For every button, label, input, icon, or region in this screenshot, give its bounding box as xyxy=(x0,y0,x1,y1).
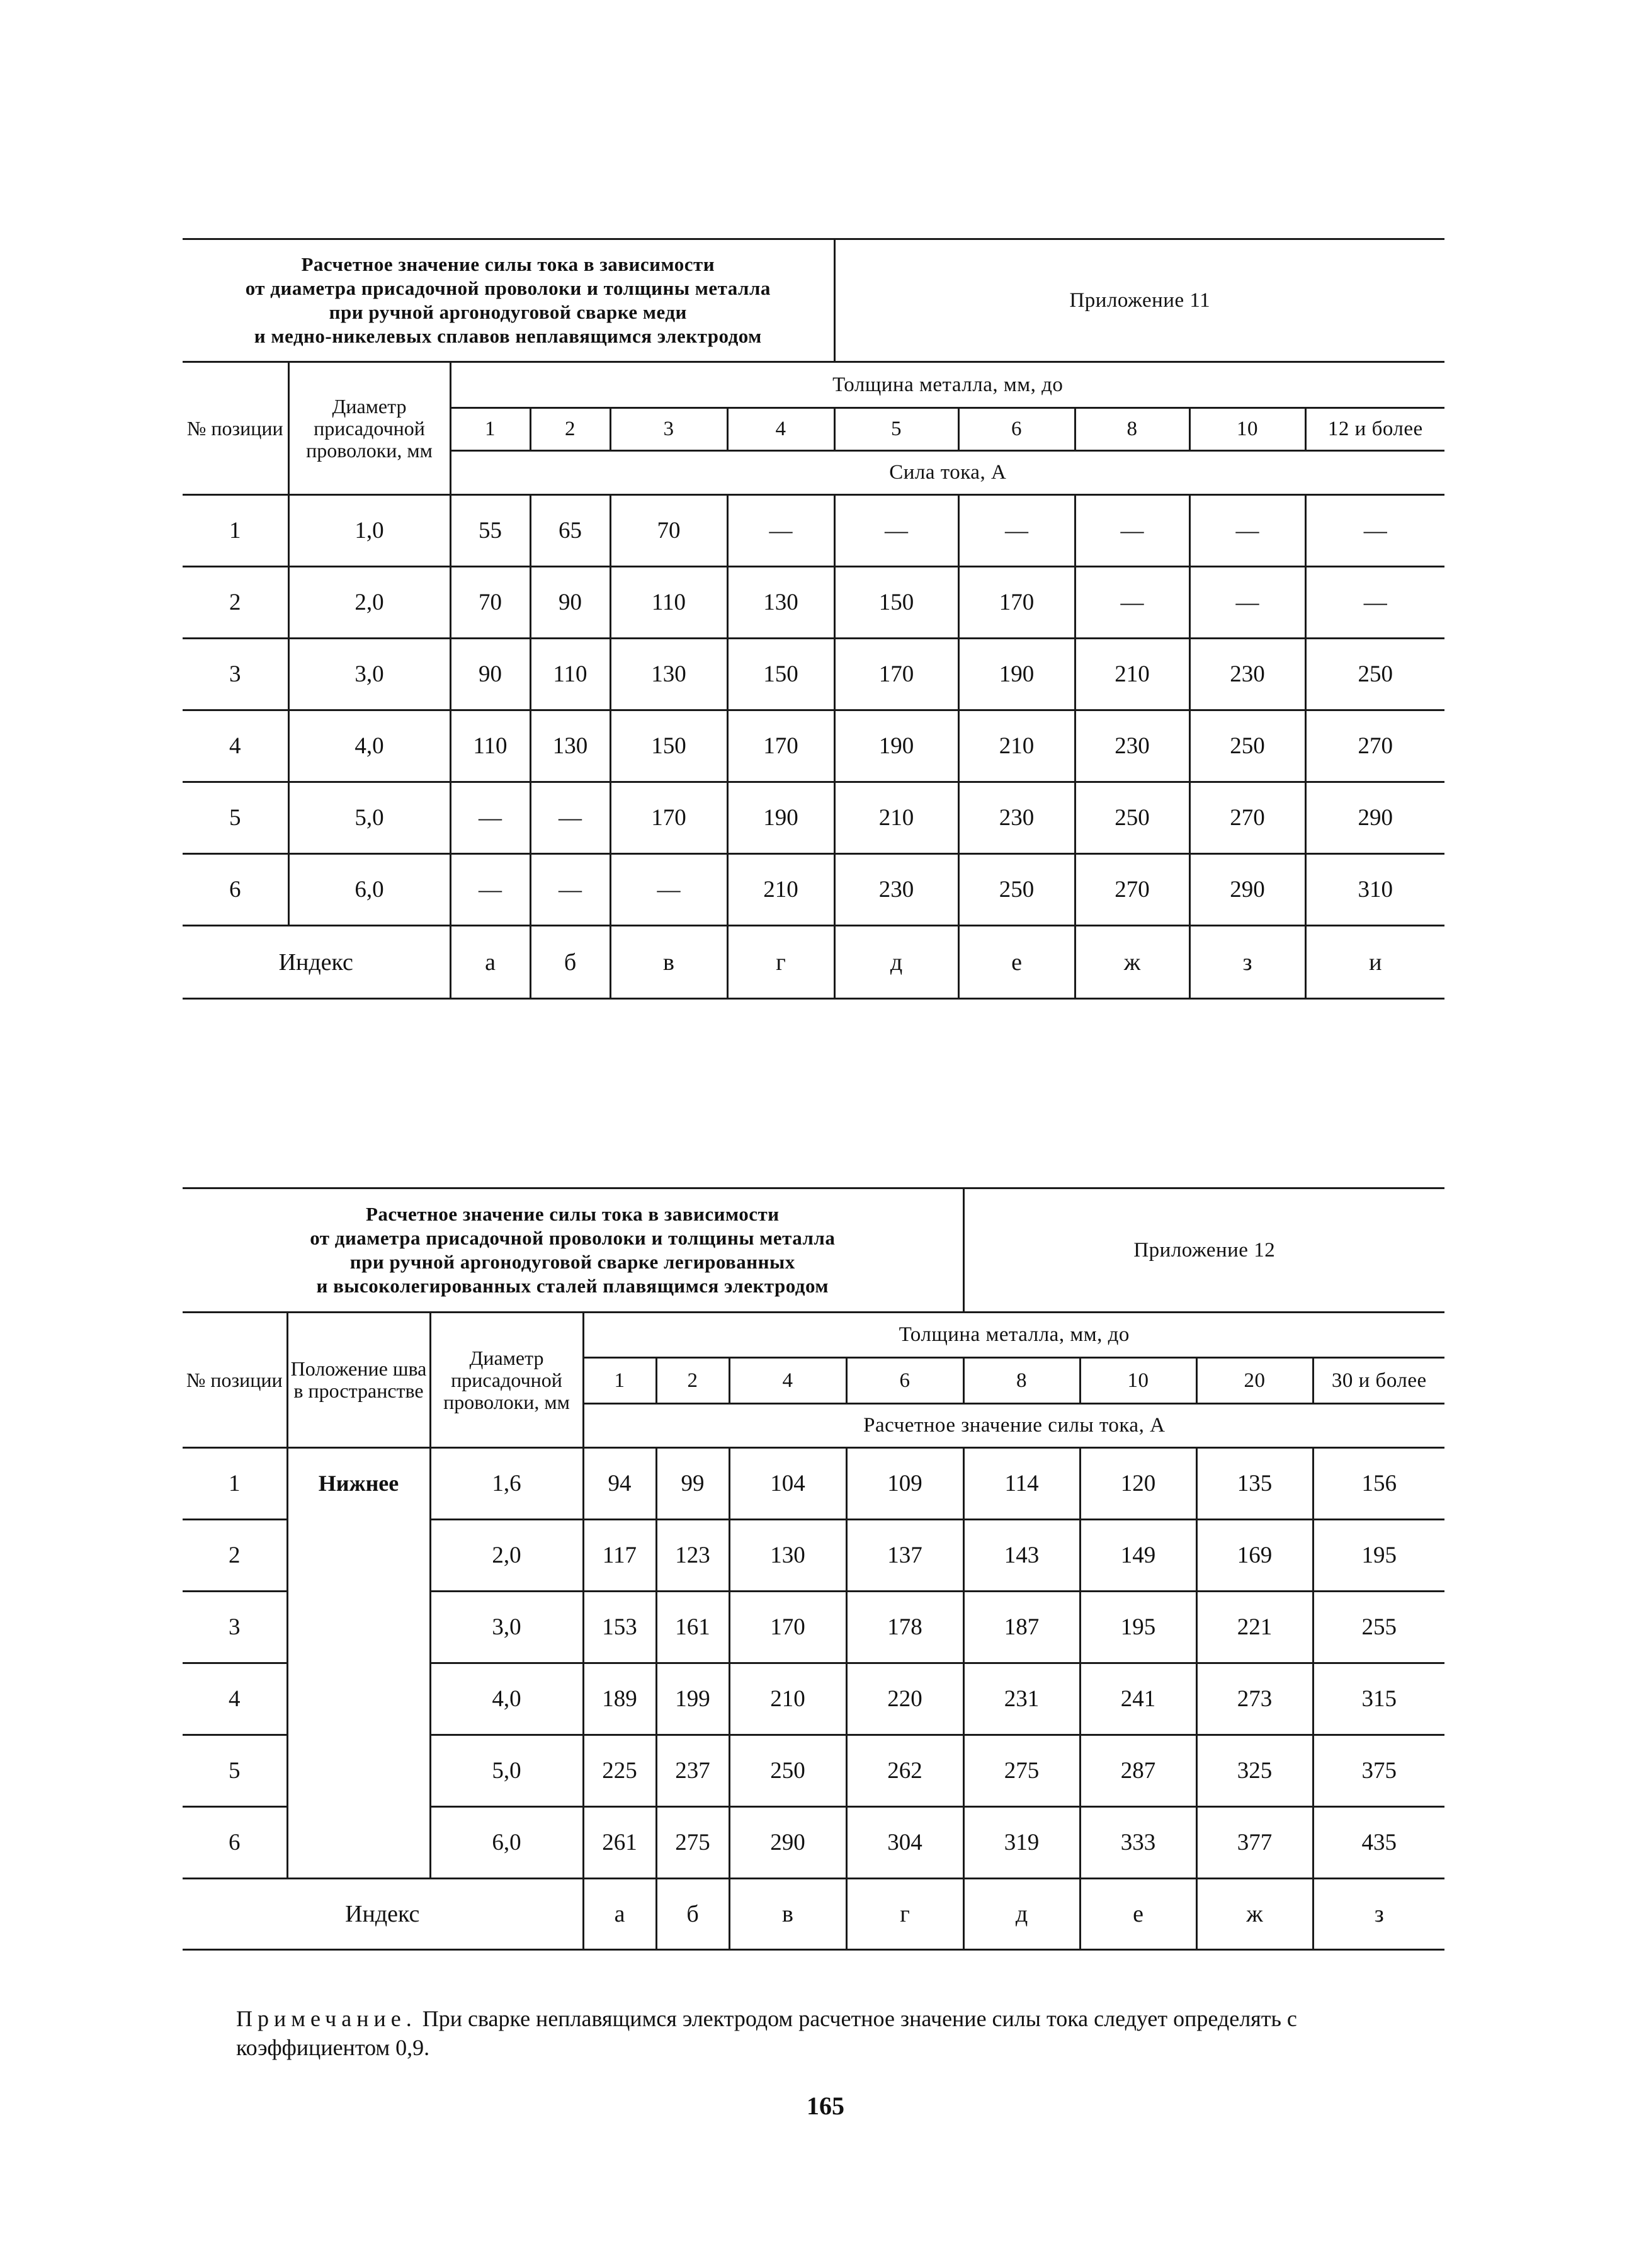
index-value: ж xyxy=(1196,1879,1313,1950)
current-value: 70 xyxy=(610,495,727,567)
thickness-value: 6 xyxy=(846,1358,963,1404)
current-value: 273 xyxy=(1196,1663,1313,1735)
current-value: — xyxy=(1305,567,1444,639)
current-value: 290 xyxy=(729,1807,846,1879)
table-row xyxy=(183,1448,1444,1520)
index-value: з xyxy=(1313,1879,1444,1950)
col-header-position-no: № позиции xyxy=(183,362,288,495)
current-value: 275 xyxy=(656,1807,729,1879)
current-value: 170 xyxy=(958,567,1075,639)
index-value: г xyxy=(846,1879,963,1950)
current-value: 190 xyxy=(834,710,958,782)
current-value: 315 xyxy=(1313,1663,1444,1735)
current-value: 270 xyxy=(1305,710,1444,782)
row-wire-diameter: 1,6 xyxy=(430,1448,583,1520)
page-number: 165 xyxy=(807,2092,844,2120)
index-value: в xyxy=(729,1879,846,1950)
table-row xyxy=(183,710,1444,782)
current-value: 150 xyxy=(610,710,727,782)
current-value: 230 xyxy=(1075,710,1189,782)
row-position-no: 3 xyxy=(183,1592,287,1663)
thickness-value: 8 xyxy=(963,1358,1080,1404)
row-position-no: 1 xyxy=(183,1448,287,1520)
thickness-value: 30 и более xyxy=(1313,1358,1444,1404)
current-value: — xyxy=(958,495,1075,567)
index-label: Индекс xyxy=(183,926,450,999)
current-value: 170 xyxy=(834,639,958,710)
title-line: при ручной аргонодуговой сварке легированных xyxy=(349,1251,795,1273)
current-header: Расчетное значение силы тока, А xyxy=(583,1404,1444,1448)
current-value: 325 xyxy=(1196,1735,1313,1807)
row-wire-diameter: 6,0 xyxy=(430,1807,583,1879)
current-value: 261 xyxy=(583,1807,656,1879)
thickness-value: 10 xyxy=(1189,408,1305,451)
current-value: 230 xyxy=(834,854,958,926)
current-value: 150 xyxy=(834,567,958,639)
current-value: 109 xyxy=(846,1448,963,1520)
row-wire-diameter: 1,0 xyxy=(288,495,450,567)
footnote xyxy=(236,2004,1451,2062)
index-value: е xyxy=(958,926,1075,999)
appendix-label: Приложение 11 xyxy=(834,239,1444,362)
current-value: 435 xyxy=(1313,1807,1444,1879)
row-position-no: 2 xyxy=(183,1520,287,1592)
current-value: 262 xyxy=(846,1735,963,1807)
row-position-no: 5 xyxy=(183,1735,287,1807)
current-value: 221 xyxy=(1196,1592,1313,1663)
current-value: — xyxy=(610,854,727,926)
current-value: 170 xyxy=(610,782,727,854)
current-value: 210 xyxy=(729,1663,846,1735)
thickness-value: 2 xyxy=(656,1358,729,1404)
current-value: — xyxy=(1189,567,1305,639)
current-value: — xyxy=(1305,495,1444,567)
row-position-no: 6 xyxy=(183,854,288,926)
thickness-value: 8 xyxy=(1075,408,1189,451)
current-value: 190 xyxy=(727,782,834,854)
current-value: 137 xyxy=(846,1520,963,1592)
table-row xyxy=(183,854,1444,926)
row-position-no: 4 xyxy=(183,710,288,782)
title-line: и медно-никелевых сплавов неплавящимся электродом xyxy=(254,325,762,347)
current-value: — xyxy=(530,854,610,926)
thickness-value: 5 xyxy=(834,408,958,451)
col-header-wire-diameter: Диаметр присадочной проволоки, мм xyxy=(430,1313,583,1448)
table-row xyxy=(183,782,1444,854)
row-wire-diameter: 5,0 xyxy=(430,1735,583,1807)
current-value: 99 xyxy=(656,1448,729,1520)
thickness-value: 1 xyxy=(450,408,530,451)
current-value: 170 xyxy=(729,1592,846,1663)
thickness-value: 4 xyxy=(727,408,834,451)
title-line: при ручной аргонодуговой сварке меди xyxy=(329,301,687,323)
current-value: 130 xyxy=(610,639,727,710)
col-header-seam-position: Положение шва в пространстве xyxy=(287,1313,430,1448)
appendix-11-table-block xyxy=(183,238,1444,1000)
title-line: от диаметра присадочной проволоки и толщины металла xyxy=(245,277,771,299)
current-value: 230 xyxy=(958,782,1075,854)
current-value: 250 xyxy=(1075,782,1189,854)
index-value: ж xyxy=(1075,926,1189,999)
table-title xyxy=(183,1188,963,1313)
current-value: 143 xyxy=(963,1520,1080,1592)
current-value: 135 xyxy=(1196,1448,1313,1520)
current-value: 130 xyxy=(530,710,610,782)
current-value: 319 xyxy=(963,1807,1080,1879)
col-header-position-no: № позиции xyxy=(183,1313,287,1448)
current-value: 70 xyxy=(450,567,530,639)
current-value: — xyxy=(450,782,530,854)
current-value: 231 xyxy=(963,1663,1080,1735)
current-value: 250 xyxy=(729,1735,846,1807)
current-value: 237 xyxy=(656,1735,729,1807)
index-value: а xyxy=(583,1879,656,1950)
index-value: д xyxy=(834,926,958,999)
current-value: 161 xyxy=(656,1592,729,1663)
current-value: 290 xyxy=(1189,854,1305,926)
current-value: 210 xyxy=(727,854,834,926)
current-value: 210 xyxy=(958,710,1075,782)
current-value: 241 xyxy=(1080,1663,1196,1735)
current-value: 156 xyxy=(1313,1448,1444,1520)
table-title xyxy=(183,239,834,362)
table-row xyxy=(183,567,1444,639)
current-value: 94 xyxy=(583,1448,656,1520)
row-position-no: 3 xyxy=(183,639,288,710)
row-wire-diameter: 2,0 xyxy=(430,1520,583,1592)
current-value: 123 xyxy=(656,1520,729,1592)
current-value: — xyxy=(530,782,610,854)
current-value: 199 xyxy=(656,1663,729,1735)
current-value: — xyxy=(450,854,530,926)
row-wire-diameter: 5,0 xyxy=(288,782,450,854)
table-row xyxy=(183,639,1444,710)
row-wire-diameter: 3,0 xyxy=(430,1592,583,1663)
current-value: — xyxy=(1075,495,1189,567)
col-header-wire-diameter: Диаметр присадочной проволоки, мм xyxy=(288,362,450,495)
current-value: 110 xyxy=(610,567,727,639)
current-value: 304 xyxy=(846,1807,963,1879)
current-value: 130 xyxy=(729,1520,846,1592)
appendix-11-table xyxy=(183,238,1444,1000)
current-value: 114 xyxy=(963,1448,1080,1520)
current-value: 130 xyxy=(727,567,834,639)
current-value: 110 xyxy=(530,639,610,710)
current-value: 187 xyxy=(963,1592,1080,1663)
current-value: 190 xyxy=(958,639,1075,710)
current-value: 210 xyxy=(1075,639,1189,710)
current-value: 65 xyxy=(530,495,610,567)
table-row xyxy=(183,495,1444,567)
current-value: — xyxy=(727,495,834,567)
current-value: 270 xyxy=(1189,782,1305,854)
thickness-value: 4 xyxy=(729,1358,846,1404)
thickness-value: 1 xyxy=(583,1358,656,1404)
index-value: б xyxy=(530,926,610,999)
current-header: Сила тока, А xyxy=(450,451,1444,495)
current-value: 150 xyxy=(727,639,834,710)
index-label: Индекс xyxy=(183,1879,583,1950)
index-value: в xyxy=(610,926,727,999)
title-line: от диаметра присадочной проволоки и толщины металла xyxy=(310,1227,836,1249)
index-value: з xyxy=(1189,926,1305,999)
current-value: 55 xyxy=(450,495,530,567)
seam-position-value: Нижнее xyxy=(287,1448,430,1879)
row-position-no: 1 xyxy=(183,495,288,567)
index-value: д xyxy=(963,1879,1080,1950)
row-wire-diameter: 3,0 xyxy=(288,639,450,710)
current-value: — xyxy=(1189,495,1305,567)
row-wire-diameter: 2,0 xyxy=(288,567,450,639)
row-position-no: 6 xyxy=(183,1807,287,1879)
row-wire-diameter: 6,0 xyxy=(288,854,450,926)
index-value: е xyxy=(1080,1879,1196,1950)
current-value: 210 xyxy=(834,782,958,854)
current-value: 270 xyxy=(1075,854,1189,926)
current-value: 333 xyxy=(1080,1807,1196,1879)
thickness-value: 10 xyxy=(1080,1358,1196,1404)
current-value: 110 xyxy=(450,710,530,782)
current-value: 195 xyxy=(1313,1520,1444,1592)
appendix-label: Приложение 12 xyxy=(963,1188,1444,1313)
current-value: 170 xyxy=(727,710,834,782)
current-value: 117 xyxy=(583,1520,656,1592)
index-value: б xyxy=(656,1879,729,1950)
row-position-no: 5 xyxy=(183,782,288,854)
title-line: и высоколегированных сталей плавящимся электродом xyxy=(316,1275,829,1297)
current-value: 287 xyxy=(1080,1735,1196,1807)
current-value: 178 xyxy=(846,1592,963,1663)
thickness-value: 12 и более xyxy=(1305,408,1444,451)
current-value: — xyxy=(1075,567,1189,639)
note-text: При сварке неплавящимся электродом расчетное значение силы тока следует определять с коэффициентом 0,9. xyxy=(236,2006,1297,2060)
row-position-no: 2 xyxy=(183,567,288,639)
thickness-value: 2 xyxy=(530,408,610,451)
row-wire-diameter: 4,0 xyxy=(430,1663,583,1735)
current-value: 250 xyxy=(1189,710,1305,782)
index-value: и xyxy=(1305,926,1444,999)
current-value: 255 xyxy=(1313,1592,1444,1663)
thickness-header: Толщина металла, мм, до xyxy=(583,1313,1444,1358)
thickness-value: 3 xyxy=(610,408,727,451)
thickness-value: 20 xyxy=(1196,1358,1313,1404)
row-position-no: 4 xyxy=(183,1663,287,1735)
current-value: 90 xyxy=(530,567,610,639)
current-value: 225 xyxy=(583,1735,656,1807)
row-wire-diameter: 4,0 xyxy=(288,710,450,782)
current-value: — xyxy=(834,495,958,567)
current-value: 189 xyxy=(583,1663,656,1735)
current-value: 310 xyxy=(1305,854,1444,926)
note-label: Примечание. xyxy=(236,2006,417,2031)
current-value: 250 xyxy=(958,854,1075,926)
current-value: 250 xyxy=(1305,639,1444,710)
current-value: 149 xyxy=(1080,1520,1196,1592)
title-line: Расчетное значение силы тока в зависимости xyxy=(365,1203,780,1225)
current-value: 290 xyxy=(1305,782,1444,854)
current-value: 275 xyxy=(963,1735,1080,1807)
current-value: 375 xyxy=(1313,1735,1444,1807)
appendix-12-table xyxy=(183,1187,1444,1951)
current-value: 230 xyxy=(1189,639,1305,710)
current-value: 195 xyxy=(1080,1592,1196,1663)
current-value: 169 xyxy=(1196,1520,1313,1592)
current-value: 120 xyxy=(1080,1448,1196,1520)
current-value: 104 xyxy=(729,1448,846,1520)
current-value: 153 xyxy=(583,1592,656,1663)
current-value: 220 xyxy=(846,1663,963,1735)
index-value: г xyxy=(727,926,834,999)
current-value: 377 xyxy=(1196,1807,1313,1879)
index-value: а xyxy=(450,926,530,999)
thickness-value: 6 xyxy=(958,408,1075,451)
appendix-12-table-block xyxy=(183,1187,1444,1951)
title-line: Расчетное значение силы тока в зависимости xyxy=(301,253,715,275)
thickness-header: Толщина металла, мм, до xyxy=(450,362,1444,408)
current-value: 90 xyxy=(450,639,530,710)
